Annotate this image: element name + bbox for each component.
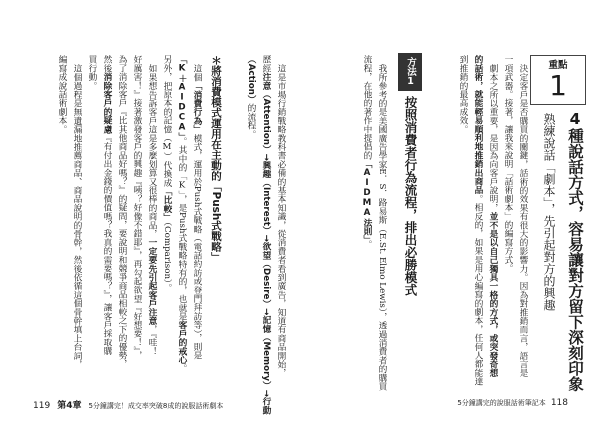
text-column <box>144 55 159 395</box>
text-column <box>374 55 389 395</box>
key-point-number: 1 <box>549 69 567 102</box>
text-segment: 。 <box>177 364 187 373</box>
text-segment: K <box>177 180 187 191</box>
emphasis-text: 「比較」 <box>162 186 172 222</box>
text-column <box>515 55 530 395</box>
chapter-label: 第4章 <box>57 401 82 411</box>
key-point-badge <box>530 55 586 105</box>
emphasis-text: （Action） <box>246 55 256 104</box>
method-body-text <box>359 55 389 395</box>
text-column <box>273 55 288 395</box>
text-segment: 到推銷的最高成效。 <box>458 55 468 134</box>
text-segment: （Comparison）。 <box>162 221 172 293</box>
section-title: 4種說話方式，容易讓對方留下深刻印象 <box>566 110 584 392</box>
text-column <box>69 55 84 395</box>
text-column <box>159 55 174 395</box>
text-segment: 然後 <box>102 55 112 73</box>
text-column <box>470 55 485 395</box>
text-column <box>359 55 374 395</box>
chapter-title: 5分鐘講完！成交率突破8成的說服話術劇本 <box>88 402 224 410</box>
emphasis-text: 一定要先引起客戶注意 <box>147 237 157 325</box>
text-segment: 另外，把原本的記憶（ <box>162 55 172 142</box>
book-title: 5分鐘講完的說服話術筆記本 <box>457 399 546 407</box>
text-segment: ，『哇！ <box>147 324 157 356</box>
text-column <box>54 55 69 395</box>
text-column <box>243 55 258 395</box>
emphasis-text: 注意（Attention）→興趣（Interest）→欲望（Desire）→記憶（Memory）→行動 <box>261 72 271 415</box>
text-segment: 這個 <box>192 63 202 82</box>
emphasis-text: 「消費行為」 <box>192 81 202 134</box>
page-number: 118 <box>550 398 568 408</box>
text-column <box>258 55 273 415</box>
emphasis-text: 法則」 <box>362 218 372 240</box>
text-segment: ）代換成 <box>162 152 172 187</box>
text-column <box>455 55 470 395</box>
text-segment: M <box>162 142 172 152</box>
text-segment: 」，是Push式戰略特有的，也就是 <box>177 190 187 321</box>
text-segment: 這是市場行銷戰略教科書必備的基本知識，從消費者看到廣告，知道有商品開始， <box>276 63 286 377</box>
text-segment: 如果想告訴客戶這是多麼划算又很棒的商品， <box>147 63 157 238</box>
text-column <box>500 55 515 395</box>
text-segment: 好厲害！』接著激發客戶的興趣『咦？好像不錯耶』，再勾起欲望『好想要！』， <box>132 55 142 360</box>
text-column <box>129 55 144 395</box>
text-column <box>84 55 99 395</box>
emphasis-text: 」 <box>177 132 187 137</box>
page-number: 119 <box>33 401 51 411</box>
section-subtitle: 熟練說話「劇本」，先引起對方的興趣 <box>542 113 556 311</box>
text-segment: 劇本之所以重要，是因為向客戶說明， <box>488 63 498 212</box>
emphasis-text: 「 <box>177 55 187 64</box>
emphasis-text: 消除客戶的疑慮 <box>102 72 112 134</box>
method-label-tag: 方法1 <box>398 53 422 91</box>
left-body-main-text <box>54 55 204 395</box>
text-segment: 決定客戶是否購買的關鍵，話術的效果有很大的影響力。因為對推銷而言，語言是 <box>518 63 528 377</box>
text-segment: 一項武器。接著，讓我來說明「話術劇本」的編寫方式。 <box>503 55 513 273</box>
method-heading: 按照消費者行為流程，排出必勝模式 <box>403 96 418 296</box>
text-segment: 歷經 <box>261 55 271 73</box>
text-segment: 買行動。 <box>87 55 97 90</box>
text-segment: 編寫成說話術劇本。 <box>57 55 67 134</box>
left-body-top-text <box>243 55 288 415</box>
right-page-footer <box>457 398 568 408</box>
text-segment: 。 <box>362 239 372 249</box>
emphasis-text: 客戶的戒心 <box>177 320 187 365</box>
text-segment: 這個過程是無遺漏地推薦商品、商品說明的骨幹，然後依循這個骨幹填上台詞， <box>72 63 82 369</box>
text-segment: 。相反的，如果是用心編寫的劇本，任何人都能達 <box>473 194 483 386</box>
emphasis-text: 並不是以自己獨具一格的方式，或突發奇想 <box>488 211 498 377</box>
push-strategy-subheading: ＊將消費模式運用在主動的「Push式戰略」 <box>210 55 222 263</box>
text-column <box>485 55 500 395</box>
emphasis-text: AIDMA <box>362 168 372 219</box>
text-segment: 『有付出金錢的價值嗎？我真的需要嗎？』，讓客戶採取購 <box>102 133 112 356</box>
emphasis-text: 的話術，就能輕易順利地推銷出商品 <box>473 55 483 195</box>
text-column <box>189 55 204 395</box>
text-segment: 為了消除客戶『比其他商品好嗎？』的疑問，要說明和競爭商品相較之下的優勢， <box>117 55 127 369</box>
text-column <box>114 55 129 395</box>
text-segment: 。其中的「 <box>177 136 187 181</box>
emphasis-text: 「 <box>362 159 372 169</box>
key-point-label: 重點 <box>548 60 568 71</box>
text-column <box>174 55 189 395</box>
left-page-footer <box>33 398 223 411</box>
intro-text <box>455 55 530 395</box>
emphasis-text: K＋AIDCA <box>177 63 187 133</box>
text-segment: 流程，在他的著作中提倡的 <box>362 55 372 160</box>
text-segment: 的流程。 <box>246 103 256 139</box>
text-segment: 模式，運用於Push式戰略（電話約訪或登門拜訪等），則是 <box>192 133 202 360</box>
text-column <box>99 55 114 395</box>
text-segment: 我所參考的是美國廣告學家E．S．路易斯（E.St. Elmo Lewis），透過消費者的購買 <box>377 63 387 391</box>
